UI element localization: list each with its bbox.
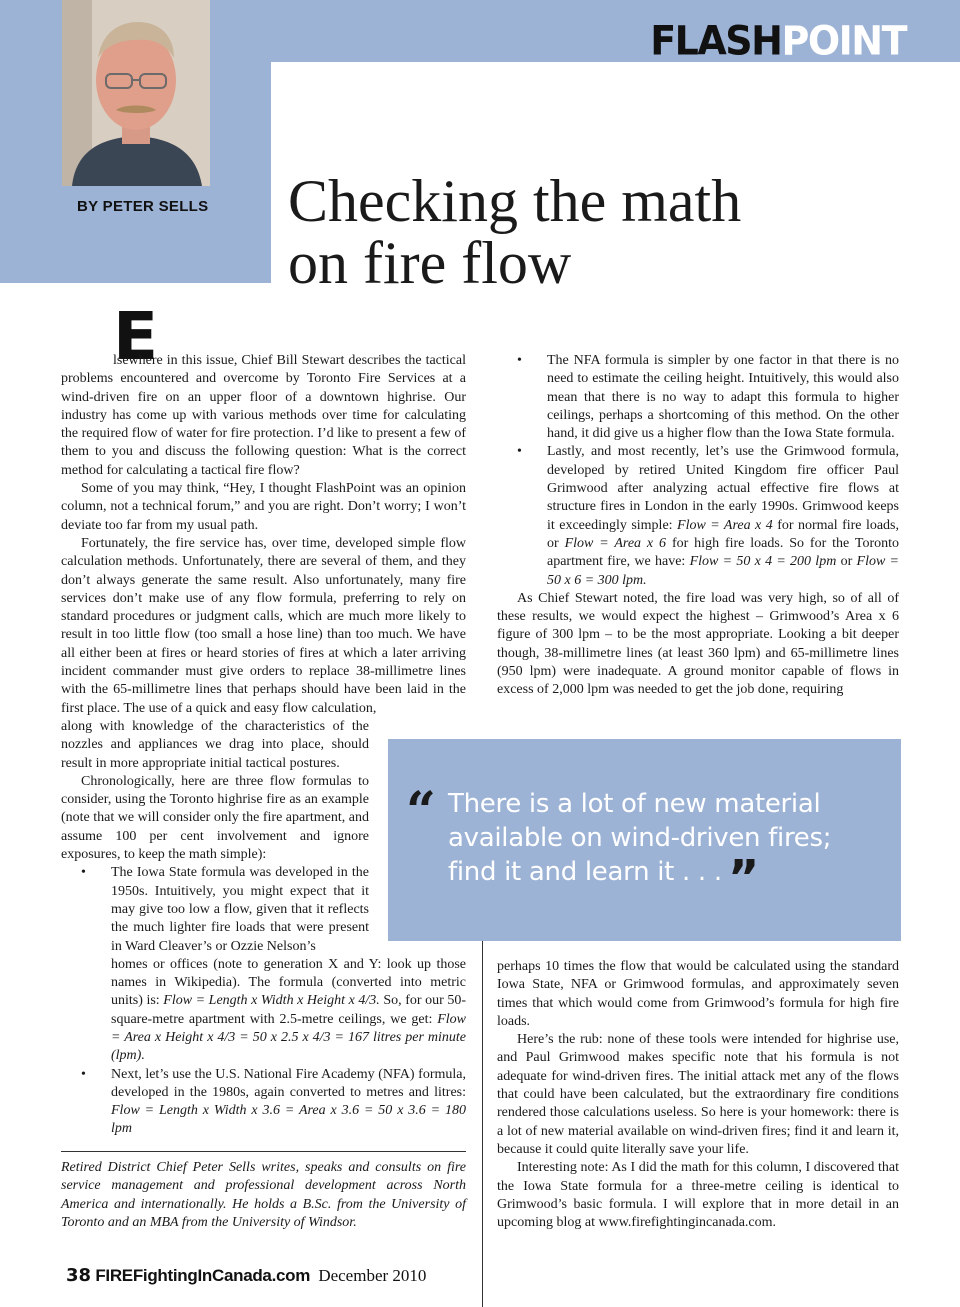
paragraph-7: Here’s the rub: none of these tools were intended for highrise use, and Paul Grimwood makes specific note that his formula is not adequate for wind-driven fires. The initial attack met any of the flows that could have been calculated, but the extraordinary fire conditions rendered those calculations useless. So here is your homework: there is a lot of new material available on wind-driven fires; find it and learn it, because it could quite literally save your life. — [497, 1032, 899, 1157]
magazine-site: FIREFightingInCanada.com — [95, 1266, 311, 1285]
pull-quote-line-3: find it and learn it . . . — [448, 857, 722, 887]
pull-quote-line-1: There is a lot of new material — [448, 789, 821, 819]
author-bio: Retired District Chief Peter Sells writes, speaks and consults on fire service management and professional development across North America and internationally. He holds a B.Sc. from the University of Toronto and an MBA from the University of Windsor. — [61, 1160, 466, 1230]
open-quote-icon: “ — [406, 781, 436, 842]
grimwood-formula-high: Flow = Area x 6 — [564, 535, 667, 551]
paragraph-3a: Fortunately, the fire service has, over time, developed simple flow calculation methods. Unfortunately, there are several of them, and they don’t always generate the same result. Also unfortunately, many fire services don’t make use of any flow formula, preferring to rely on standard procedures or judgment calls, which are much more likely to result in too little flow (too small a hose line) than too much. We have all either been at fires or heard stories of fires at which a later arriving incident commander must give orders to replace 38-millimetre lines with the 65-millimetre lines that perhaps should have been laid in the first place. The use of a quick and easy flow calculation, — [61, 535, 466, 716]
paragraph-4: Chronologically, here are three flow formulas to consider, using the Toronto highrise fire as an example (note that we will consider only the fire apartment, and assume 100 per cent involvement and ignore exposures, to keep the math simple): — [61, 773, 369, 863]
paragraph-5: As Chief Stewart noted, the fire load was very high, so of all of these results, we would expect the highest – Grimwood’s Area x 6 figure of 300 lpm – to be the most appropriate. Looking a bit deeper though, 38-millimetre lines (at least 360 lpm) and 65-millimetre lines (950 lpm) were inadequate. A ground monitor capable of flows in excess of 2,000 lpm was needed to get the job done, requiring — [497, 590, 899, 698]
grimwood-formula-normal: Flow = Area x 4 — [677, 517, 773, 533]
page-footer — [66, 1265, 426, 1286]
bullet-icon: • — [81, 865, 86, 881]
pull-quote-line-2: available on wind-driven fires; — [448, 823, 832, 853]
bullet-iowa-cont — [61, 956, 466, 1066]
title-line-2: on fire flow — [288, 230, 572, 296]
issue-date: December 2010 — [318, 1266, 427, 1285]
bullet-nfa — [61, 1066, 466, 1139]
iowa-formula: Flow = Length x Width x Height x 4/3. — [163, 993, 380, 1009]
narrow-section — [61, 718, 369, 956]
bullet-nfa-text: Next, let’s use the U.S. National Fire Academy (NFA) formula, developed in the 1980s, again converted to metres and litres: — [111, 1066, 466, 1100]
bullet-iowa-text-b: homes or offices (note to generation X and Y: look up those names in Wikipedia). The formula (converted into metric units) is: — [111, 956, 466, 1009]
bullet-grimwood-text-a: Lastly, and most recently, let’s use the Grimwood formula, developed by retired United Kingdom fire officer Paul Grimwood after analyzing actual effective fire flows at structure fires in London in the early 1990s. Grimwood keeps it exceedingly simple: — [547, 444, 899, 533]
article-title — [288, 170, 928, 294]
paragraph-1: lsewhere in this issue, Chief Bill Stewart describes the tactical problems encountered and overcome by Toronto Fire Services at a wind-driven fire on an upper floor of a downtown highrise. Our industry has come up with various methods over time for calculating the required flow of water for fire protection. I’d like to present a few of them to you and discuss the following question: What is the correct method for calculating a tactical fire flow? — [61, 353, 466, 478]
bullet-iowa-text-c: So, for our 50-square-metre apartment with 2.5-metre ceilings, we get: — [111, 993, 467, 1027]
author-portrait-illustration — [62, 0, 210, 186]
logo-flash: FLASH — [650, 17, 782, 65]
bullet-grimwood — [497, 443, 899, 589]
paragraph-2: Some of you may think, “Hey, I thought FlashPoint was an opinion column, not a technical forum,” and you are right. Don’t worry; I won’t deviate too far from my usual path. — [61, 481, 466, 533]
paragraph-3b: along with knowledge of the characteristics of the nozzles and appliances we drag into place, should result in more appropriate initial tactical postures. — [61, 718, 369, 771]
author-photo — [62, 0, 210, 186]
iowa-calculation: Flow = Area x Height x 4/3 = 50 x 2.5 x 4/3 = 167 litres per minute (lpm). — [111, 1011, 466, 1064]
column-right — [497, 352, 899, 700]
paragraph-8: Interesting note: As I did the math for this column, I discovered that the Iowa State formula for a three-metre ceiling is identical to Grimwood’s basic formula. I will explore that in more detail in an upcoming blog at www.firefightingincanada.com. — [497, 1160, 899, 1231]
logo-point: POINT — [781, 17, 906, 65]
bullet-nfa-note — [497, 352, 899, 443]
paragraph-6: perhaps 10 times the flow that would be calculated using the standard Iowa State, NFA or Grimwood formulas, and approximately seven times that which would come from Grimwood’s formula for high fire loads. — [497, 959, 899, 1029]
bullet-nfa-note-text: The NFA formula is simpler by one factor in that there is no need to estimate the ceiling height. Intuitively, this would also mean that there is no way to adapt this formula to higher ceilings, perhaps a shortcoming of this method. On the other hand, it did give us a higher flow than the Iowa State formula. — [547, 353, 899, 442]
bullet-grimwood-text-b: for normal fire loads, or — [547, 517, 900, 551]
column-logo — [650, 17, 906, 65]
pull-quote — [448, 787, 888, 906]
drop-cap: E — [113, 298, 159, 375]
bullet-icon: • — [81, 1066, 86, 1082]
bullet-icon: • — [517, 353, 522, 368]
grimwood-calc-normal: Flow = 50 x 4 = 200 lpm — [689, 554, 837, 570]
close-quote-icon: ” — [727, 850, 760, 906]
bullet-iowa-state — [61, 864, 369, 955]
grimwood-calc-high: Flow = 50 x 6 = 300 lpm. — [547, 554, 900, 588]
column-divider — [482, 941, 483, 1307]
bullet-grimwood-or: or — [840, 554, 853, 570]
page-number: 38 — [66, 1265, 92, 1286]
nfa-formula: Flow = Length x Width x 3.6 = Area x 3.6 = 50 x 3.6 = 180 lpm — [111, 1103, 466, 1137]
bio-divider — [61, 1151, 466, 1152]
byline: BY PETER SELLS — [77, 198, 209, 215]
title-line-1: Checking the math — [288, 168, 742, 234]
bullet-grimwood-text-c: for high fire loads. So for the Toronto apartment fire, we have: — [547, 535, 900, 570]
bullet-iowa-text-a: The Iowa State formula was developed in the 1950s. Intuitively, you might expect that it may give too low a flow, given that it reflects the much lighter fire loads that were present in Ward Cleaver’s or Ozzie Nelson’s — [111, 865, 369, 954]
column-right-lower — [497, 958, 899, 1232]
bullet-icon: • — [517, 444, 522, 460]
